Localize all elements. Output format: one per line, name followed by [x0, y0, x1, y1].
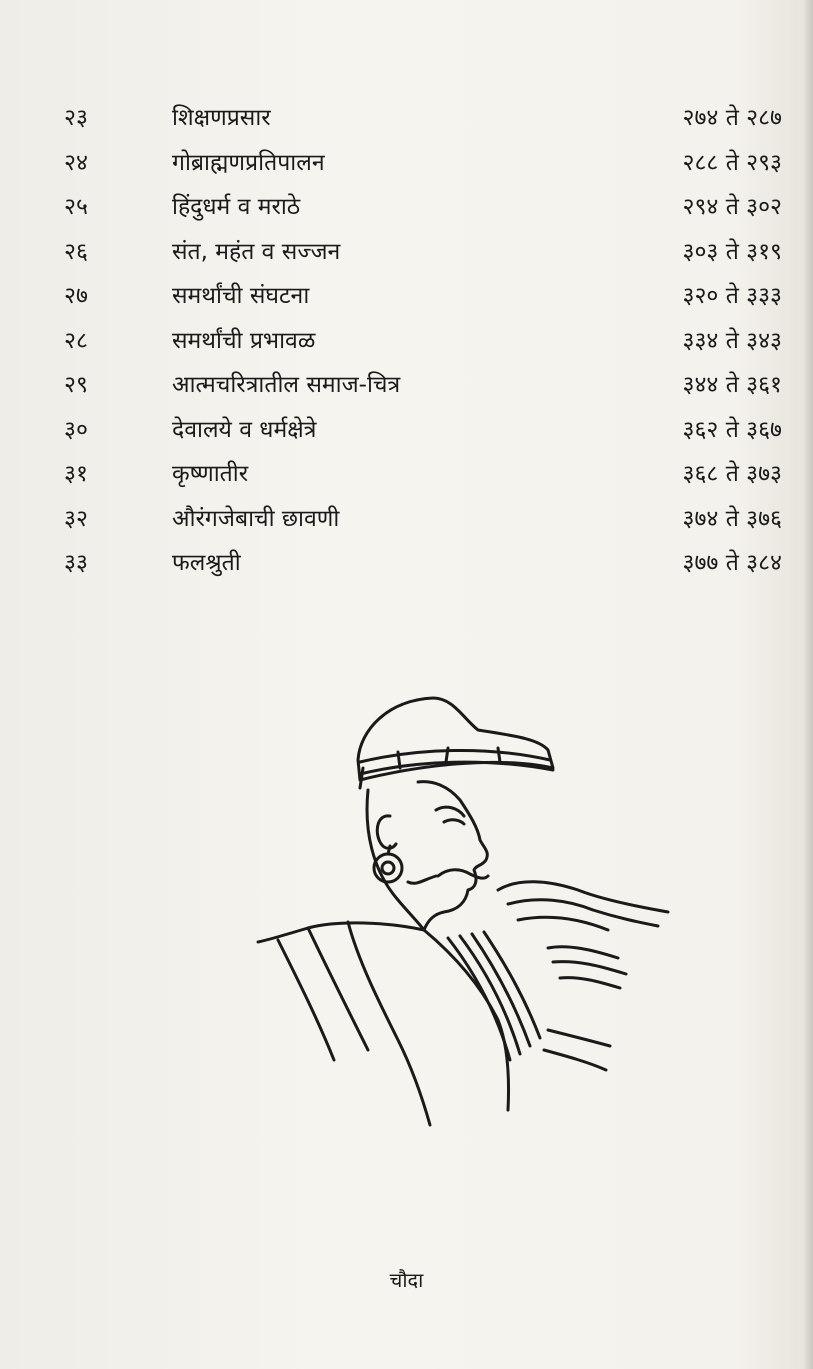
page-range: ३२० ते ३३३ [682, 283, 782, 309]
chapter-number: ३१ [64, 461, 88, 487]
toc-row [64, 185, 794, 230]
chapter-title: आत्मचरित्रातील समाज-चित्र [172, 372, 401, 398]
toc-row [64, 230, 794, 275]
chapter-title: देवालये व धर्मक्षेत्रे [172, 416, 317, 443]
page-edge-shadow [803, 0, 813, 1369]
chapter-number: ३३ [64, 550, 88, 576]
chapter-number: २९ [64, 372, 88, 398]
chapter-title: समर्थांची संघटना [172, 283, 310, 309]
toc-row [64, 96, 794, 141]
toc-row [64, 452, 794, 497]
page-range: ३७७ ते ३८४ [682, 550, 782, 576]
page-range: ३४४ ते ३६१ [682, 372, 782, 398]
chapter-title: औरंगजेबाची छावणी [172, 505, 340, 532]
page-range: ३७४ ते ३७६ [682, 505, 782, 532]
table-of-contents [64, 96, 794, 586]
toc-row [64, 319, 794, 364]
chapter-number: २६ [64, 238, 88, 265]
toc-row [64, 408, 794, 453]
chapter-number: २३ [64, 105, 88, 131]
toc-row [64, 141, 794, 186]
chapter-number: २४ [64, 149, 88, 176]
chapter-title: कृष्णातीर [172, 461, 249, 487]
chapter-title: शिक्षणप्रसार [172, 105, 271, 131]
chapter-title: हिंदुधर्म व मराठे [172, 194, 301, 220]
page-folio: चौदा [389, 1268, 424, 1292]
chapter-number: ३० [64, 416, 88, 443]
toc-row [64, 274, 794, 319]
chapter-number: २७ [64, 283, 88, 309]
chapter-title: फलश्रुती [172, 550, 241, 576]
toc-row [64, 497, 794, 542]
page-range: २९४ ते ३०२ [682, 194, 782, 220]
page-range: २७४ ते २८७ [682, 105, 782, 131]
chapter-number: २८ [64, 327, 88, 354]
page-range: २८८ ते २९३ [682, 149, 782, 176]
chapter-number: २५ [64, 194, 88, 220]
page-range: ३६२ ते ३६७ [682, 416, 782, 443]
page-range: ३६८ ते ३७३ [682, 461, 782, 487]
chapter-title: समर्थांची प्रभावळ [172, 327, 316, 354]
toc-row [64, 363, 794, 408]
chapter-title: गोब्राह्मणप्रतिपालन [172, 149, 325, 176]
chapter-title: संत, महंत व सज्जन [172, 238, 341, 265]
page-range: ३३४ ते ३४३ [682, 327, 782, 354]
toc-row [64, 541, 794, 586]
chapter-number: ३२ [64, 505, 88, 532]
page-range: ३०३ ते ३१९ [682, 238, 782, 265]
portrait-illustration [248, 690, 678, 1130]
